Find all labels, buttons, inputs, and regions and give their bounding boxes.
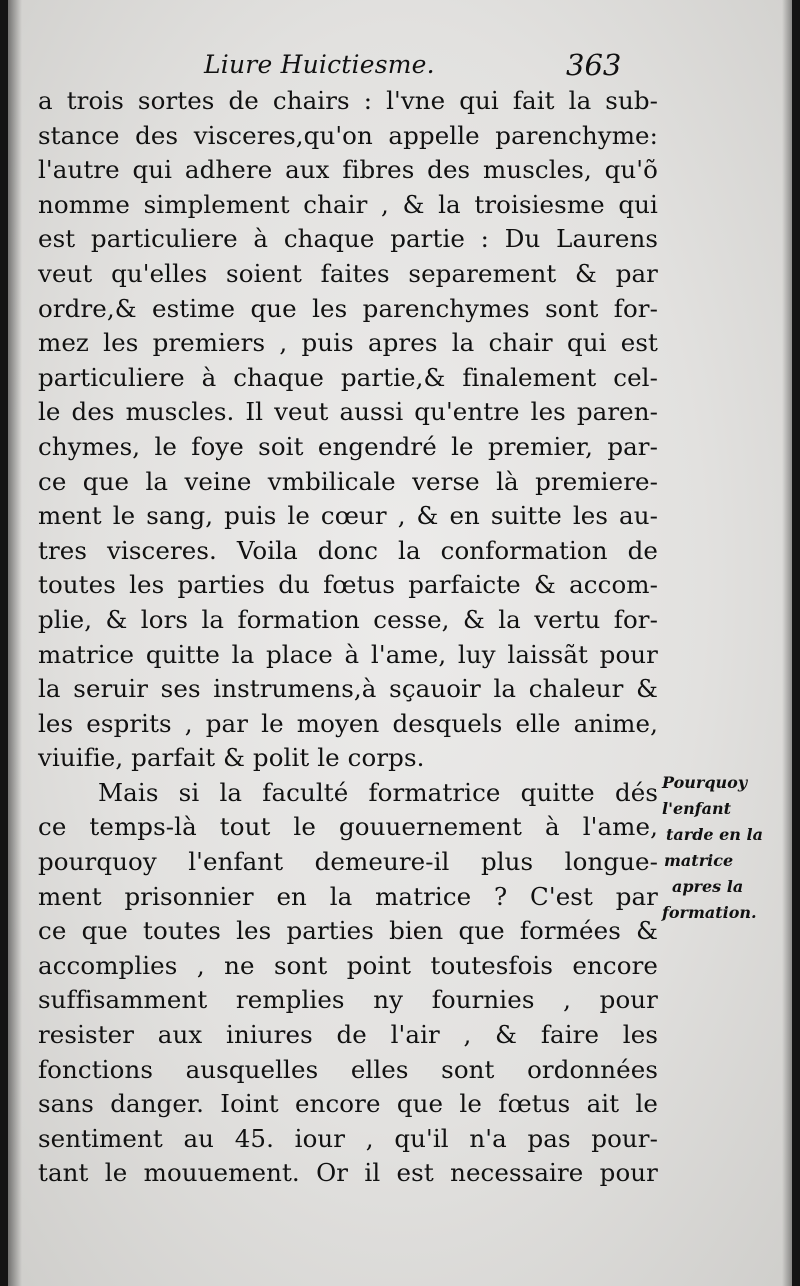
text-line: l'autre qui adhere aux fibres des muscles, qu'õ [38,155,658,185]
text-line: viuifie, parfait & polit le corps. [38,743,425,773]
text-line: la seruir ses instrumens,à sçauoir la chaleur & [38,674,658,704]
book-page [8,0,792,1286]
text-line: toutes les parties du fœtus parfaicte & accom- [38,570,658,600]
text-line: suffisamment remplies ny fournies , pour [38,985,658,1015]
margin-note-line: l'enfant [662,799,732,818]
text-line: ment prisonnier en la matrice ? C'est par [38,881,658,911]
page-number: 363 [566,48,622,82]
text-line: chymes, le foye soit engendré le premier, par- [38,431,658,461]
text-line: ordre,& estime que les parenchymes sont for- [38,293,658,323]
margin-note-line: tarde en la [666,825,763,844]
margin-note-line: apres la [672,877,744,896]
margin-note-line: Pourquoy [662,773,748,792]
running-title: Liure Huictiesme. [204,50,435,79]
text-line: accomplies , ne sont point toutesfois encore [38,950,658,980]
text-line: stance des visceres,qu'on appelle parenchyme: [38,120,658,150]
text-line: tant le mouuement. Or il est necessaire pour [38,1158,658,1188]
margin-note-line: matrice [664,851,734,870]
page-gutter-shadow [8,0,22,1286]
text-line: veut qu'elles soient faites separement & par [38,258,658,288]
main-text-block [38,84,658,1191]
margin-note [662,770,790,926]
text-line: plie, & lors la formation cesse, & la vertu for- [38,604,658,634]
page-header [8,48,792,88]
text-line: resister aux iniures de l'air , & faire les [38,1020,658,1050]
text-line: a trois sortes de chairs : l'vne qui fait la sub- [38,86,658,115]
text-line: particuliere à chaque partie,& finalement cel- [38,362,658,392]
text-line: matrice quitte la place à l'ame, luy laissãt pour [38,639,658,669]
text-line: ce temps-là tout le gouuernement à l'ame, [38,812,658,842]
text-line: sentiment au 45. iour , qu'il n'a pas pour- [38,1123,658,1153]
text-line: fonctions ausquelles elles sont ordonnées [38,1054,658,1084]
text-line: mez les premiers , puis apres la chair qui est [38,328,658,358]
margin-note-line: formation. [662,903,757,922]
text-line: est particuliere à chaque partie : Du Laurens [38,224,658,254]
text-line: ce que toutes les parties bien que formées & [38,916,658,946]
paragraph-first-line: Mais si la faculté formatrice quitte dés [98,777,658,807]
text-line: ment le sang, puis le cœur , & en suitte les au- [38,501,658,531]
text-line: tres visceres. Voila donc la conformation de [38,535,658,565]
text-line: nomme simplement chair , & la troisiesme qui [38,189,658,219]
text-line: le des muscles. Il veut aussi qu'entre les paren- [38,397,658,427]
text-line: les esprits , par le moyen desquels elle anime, [38,708,658,738]
text-line: sans danger. Ioint encore que le fœtus ait le [38,1089,658,1119]
page-edge-shadow [782,0,792,1286]
text-line: pourquoy l'enfant demeure-il plus longue- [38,847,658,877]
text-line: ce que la veine vmbilicale verse là premiere- [38,466,658,496]
